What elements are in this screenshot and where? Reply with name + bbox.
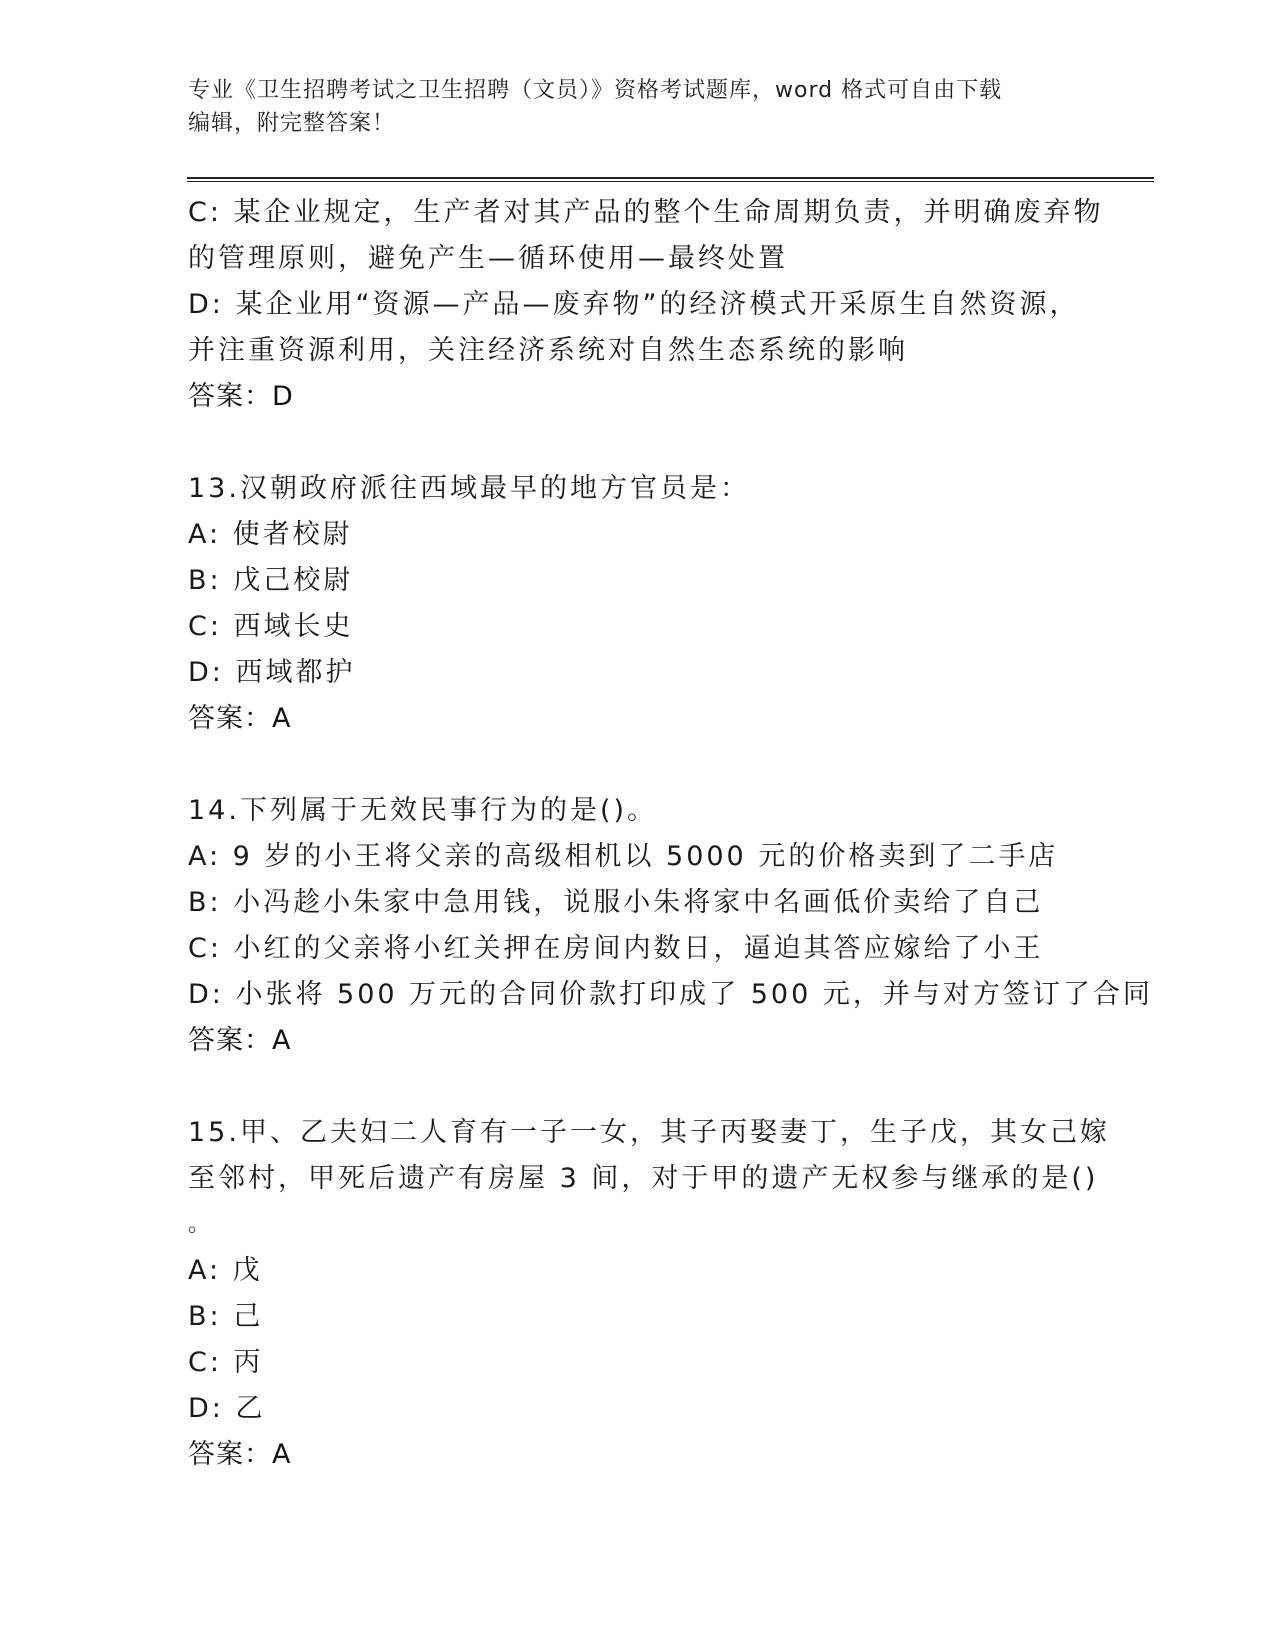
q14-question: 14.下列属于无效民事行为的是()。 xyxy=(188,795,658,826)
q13-answer: 答案：A xyxy=(188,703,292,734)
header-divider xyxy=(187,177,1154,182)
q13-question: 13.汉朝政府派往西域最早的地方官员是： xyxy=(188,473,750,504)
spacer xyxy=(188,420,1088,466)
q12-option-d-line-1: D: 某企业用“资源—产品—废弃物”的经济模式开采原生自然资源， xyxy=(188,289,1080,320)
page-header xyxy=(188,74,1088,140)
q15-option-d: D: 乙 xyxy=(188,1393,266,1424)
q15-answer: 答案：A xyxy=(188,1439,292,1470)
q13-option-b: B: 戊己校尉 xyxy=(188,565,354,596)
document-body xyxy=(188,190,1153,1478)
q13-option-d: D: 西域都护 xyxy=(188,657,356,688)
header-line-2: 编辑，附完整答案！ xyxy=(188,111,396,136)
q12-answer: 答案：D xyxy=(188,381,294,412)
q15-option-b: B: 己 xyxy=(188,1301,264,1332)
q14-option-d: D: 小张将 500 万元的合同价款打印成了 500 元，并与对方签订了合同 xyxy=(188,979,1153,1010)
q13-option-a: A: 使者校尉 xyxy=(188,519,353,550)
q15-question-line-1: 15.甲、乙夫妇二人育有一子一女，其子丙娶妻丁，生子戊，其女己嫁 xyxy=(188,1117,1110,1148)
q14-option-c: C: 小红的父亲将小红关押在房间内数日，逼迫其答应嫁给了小王 xyxy=(188,933,1044,964)
q13-option-c: C: 西域长史 xyxy=(188,611,354,642)
question-12 xyxy=(188,190,1104,420)
spacer xyxy=(188,742,1088,788)
spacer xyxy=(188,1064,1088,1110)
question-15 xyxy=(188,1110,1110,1478)
q12-option-c-line-1: C: 某企业规定，生产者对其产品的整个生命周期负责，并明确废弃物 xyxy=(188,197,1104,228)
header-line-1: 专业《卫生招聘考试之卫生招聘（文员）》资格考试题库，word 格式可自由下载 xyxy=(188,78,1003,103)
q14-answer: 答案：A xyxy=(188,1025,292,1056)
question-14 xyxy=(188,788,1153,1064)
q15-question-line-2: 至邻村，甲死后遗产有房屋 3 间，对于甲的遗产无权参与继承的是() xyxy=(188,1163,1099,1194)
question-13 xyxy=(188,466,1088,742)
q15-option-c: C: 丙 xyxy=(188,1347,264,1378)
q15-question-line-3: 。 xyxy=(188,1212,214,1237)
q14-option-a: A: 9 岁的小王将父亲的高级相机以 5000 元的价格卖到了二手店 xyxy=(188,841,1059,872)
q12-option-d-line-2: 并注重资源利用，关注经济系统对自然生态系统的影响 xyxy=(188,335,908,366)
q12-option-c-line-2: 的管理原则，避免产生—循环使用—最终处置 xyxy=(188,243,788,274)
q14-option-b: B: 小冯趁小朱家中急用钱，说服小朱将家中名画低价卖给了自己 xyxy=(188,887,1044,918)
q15-option-a: A: 戊 xyxy=(188,1255,263,1286)
